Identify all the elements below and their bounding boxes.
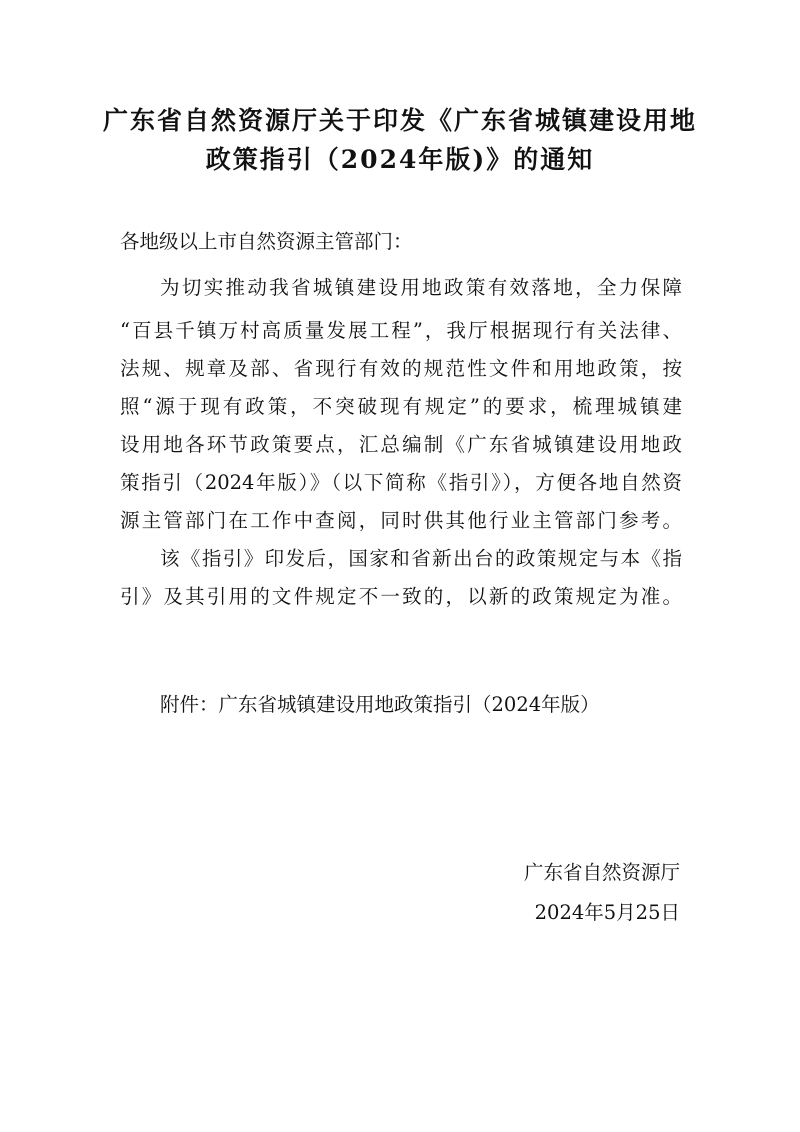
paragraph-line: 源主管部门在工作中查阅，同时供其他行业主管部门参考。 bbox=[120, 509, 682, 532]
paragraph-line: 策指引（2024年版）》（以下简称《指引》），方便各地自然资 bbox=[120, 471, 682, 494]
paragraph-line: 照“源于现有政策，不突破现有规定”的要求，梳理城镇建 bbox=[120, 395, 682, 418]
document-title-line-1: 广东省自然资源厅关于印发《广东省城镇建设用地 bbox=[102, 106, 697, 135]
salutation: 各地级以上市自然资源主管部门： bbox=[120, 230, 413, 253]
paragraph-line: “百县千镇万村高质量发展工程”，我厅根据现行有关法律、 bbox=[120, 319, 682, 342]
issue-date: 2024年5月25日 bbox=[534, 901, 680, 924]
paragraph-line: 法规、规章及部、省现行有效的规范性文件和用地政策，按 bbox=[120, 357, 682, 380]
paragraph-line: 设用地各环节政策要点，汇总编制《广东省城镇建设用地政 bbox=[120, 433, 682, 456]
issuer-name: 广东省自然资源厅 bbox=[523, 861, 680, 884]
paragraph-line: 该《指引》印发后，国家和省新出台的政策规定与本《指 bbox=[160, 547, 682, 570]
paragraph-line: 引》及其引用的文件规定不一致的，以新的政策规定为准。 bbox=[120, 585, 682, 608]
document-title-line-2: 政策指引（2024年版)》的通知 bbox=[205, 145, 595, 174]
attachment-note: 附件：广东省城镇建设用地政策指引（2024年版） bbox=[160, 693, 600, 716]
paragraph-line: 为切实推动我省城镇建设用地政策有效落地，全力保障 bbox=[160, 276, 682, 299]
